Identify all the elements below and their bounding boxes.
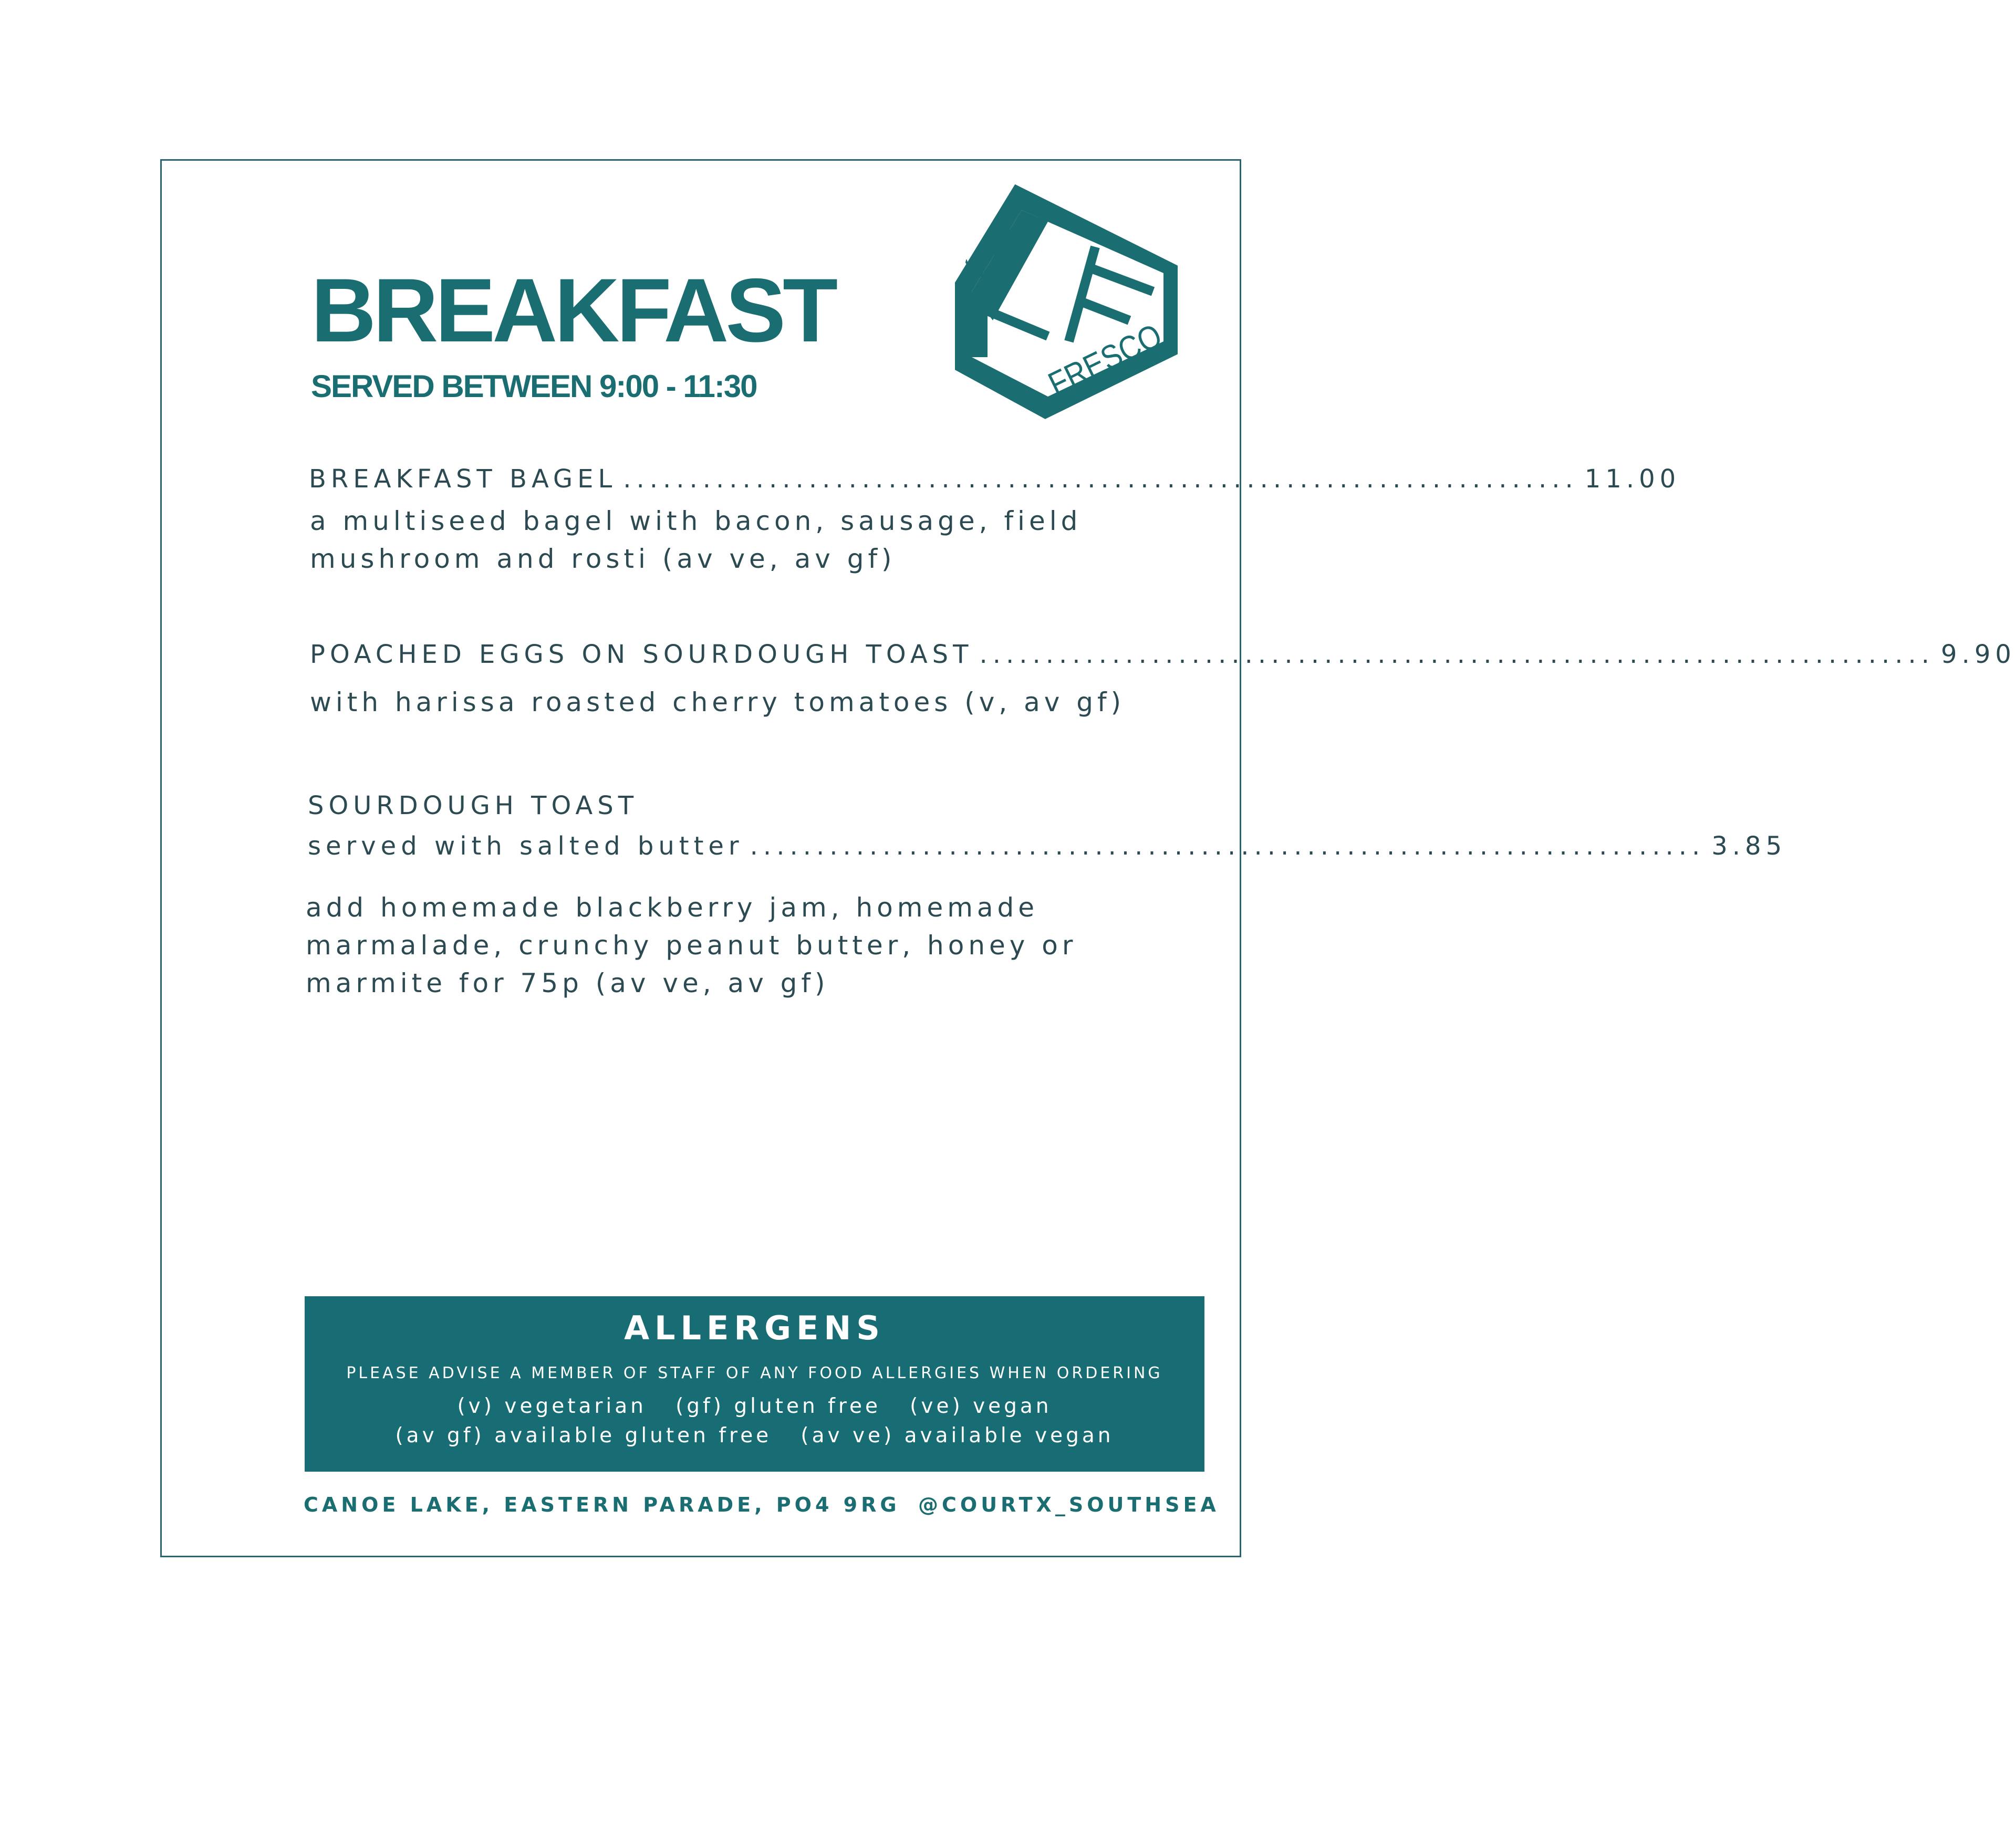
allergens-title: ALLERGENS [624,1309,885,1347]
dot-leader: ........................................................................ [979,640,1935,669]
menu-item-poached-eggs [310,640,2016,669]
dot-leader: ........................................................................ [750,831,1706,861]
item-description: a multiseed bagel with bacon, sausage, field mushroom and rosti (av ve, av gf) [310,506,1082,574]
footer-social-handle: @COURTX_SOUTHSEA [918,1493,1220,1516]
allergens-box [305,1296,1204,1472]
menu-item-sourdough-toast-subline [308,831,1787,861]
item-subline: served with salted butter [308,831,744,861]
item-name: POACHED EGGS ON SOURDOUGH TOAST [310,640,973,669]
cafe-fresco-logo [946,189,1187,420]
item-name: BREAKFAST BAGEL [309,464,617,494]
menu-item-sourdough-toast: SOURDOUGH TOAST [308,791,639,820]
dot-leader: ........................................................................ [623,464,1578,494]
allergens-key-line-2: (av gf) available gluten free (av ve) available vegan [395,1424,1114,1448]
logo-text-right: FRESCO [1042,307,1185,403]
allergens-key-line-1: (v) vegetarian (gf) gluten free (ve) vegan [457,1394,1052,1418]
page-title: BREAKFAST [311,260,835,361]
serving-times: SERVED BETWEEN 9:00 - 11:30 [311,369,757,404]
item-price: 3.85 [1711,831,1787,861]
item-price: 11.00 [1584,464,1681,494]
allergens-advice: PLEASE ADVISE A MEMBER OF STAFF OF ANY FOOD ALLERGIES WHEN ORDERING [346,1364,1163,1382]
menu-item-breakfast-bagel [309,464,1681,494]
item-description: with harissa roasted cherry tomatoes (v, av gf) [310,687,1126,717]
item-price: 9.90 [1941,640,2016,669]
item-extras: add homemade blackberry jam, homemade marmalade, crunchy peanut butter, honey or marmite for 75p (av ve, av gf) [306,892,1077,998]
footer-address: CANOE LAKE, EASTERN PARADE, PO4 9RG [304,1493,900,1516]
logo-text-left: CAFÉ [946,252,1004,349]
